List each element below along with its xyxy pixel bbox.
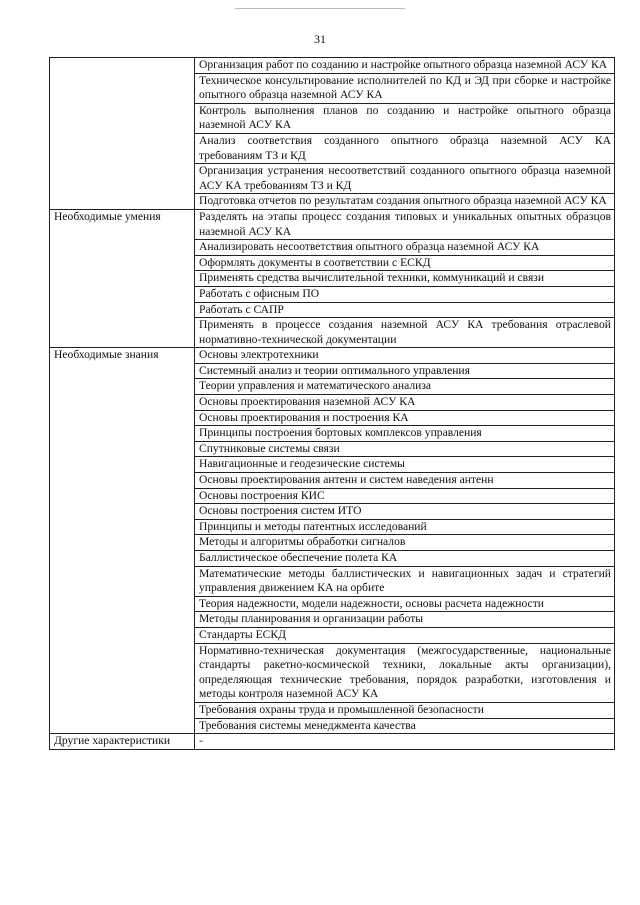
list-item: Требования системы менеджмента качества [195, 718, 615, 734]
list-item: Баллистическое обеспечение полета КА [195, 551, 615, 567]
page-number: 31 [314, 32, 326, 46]
other-value: - [195, 734, 615, 750]
list-item: Применять в процессе создания наземной АСУ КА требования отраслевой нормативно-технической документации [195, 318, 615, 348]
list-item: Основы электротехники [195, 348, 615, 364]
table-row [50, 209, 615, 239]
list-item: Разделять на этапы процесс создания типовых и уникальных опытных образцов наземной АСУ КА [195, 209, 615, 239]
list-item: Основы построения систем ИТО [195, 504, 615, 520]
list-item: Основы построения КИС [195, 488, 615, 504]
list-item: Анализ соответствия созданного опытного образца наземной АСУ КА требованиям ТЗ и КД [195, 133, 615, 163]
list-item: Организация работ по созданию и настройке опытного образца наземной АСУ КА [195, 58, 615, 74]
list-item: Подготовка отчетов по результатам создания опытного образца наземной АСУ КА [195, 194, 615, 210]
list-item: Основы проектирования и построения КА [195, 410, 615, 426]
list-item: Математические методы баллистических и навигационных задач и стратегий управления движением КА на орбите [195, 566, 615, 596]
list-item: Контроль выполнения планов по созданию и настройке опытного образца наземной АСУ КА [195, 103, 615, 133]
list-item: Анализировать несоответствия опытного образца наземной АСУ КА [195, 240, 615, 256]
top-rule [235, 8, 405, 9]
list-item: Техническое консультирование исполнителей по КД и ЭД при сборке и настройке опытного образца наземной АСУ КА [195, 73, 615, 103]
list-item: Принципы и методы патентных исследований [195, 519, 615, 535]
list-item: Работать с офисным ПО [195, 286, 615, 302]
list-item: Методы планирования и организации работы [195, 612, 615, 628]
list-item: Теория надежности, модели надежности, основы расчета надежности [195, 596, 615, 612]
other-label: Другие характеристики [50, 734, 195, 750]
list-item: Навигационные и геодезические системы [195, 457, 615, 473]
list-item: Основы проектирования антенн и систем наведения антенн [195, 473, 615, 489]
skills-label: Необходимые умения [50, 209, 195, 347]
list-item: Методы и алгоритмы обработки сигналов [195, 535, 615, 551]
table-row [50, 734, 615, 750]
list-item: Нормативно-техническая документация (межгосударственные, национальные стандарты ракетно-космической техники, локальные акты организации), определяющая технические требования, порядок разработки, изготовления и методы контроля наземной АСУ КА [195, 643, 615, 702]
list-item: Оформлять документы в соответствии с ЕСКД [195, 255, 615, 271]
list-item: Принципы построения бортовых комплексов управления [195, 426, 615, 442]
knowledge-label: Необходимые знания [50, 348, 195, 734]
qualification-table [49, 57, 615, 750]
list-item: Работать с САПР [195, 302, 615, 318]
list-item: Спутниковые системы связи [195, 441, 615, 457]
table-row [50, 58, 615, 74]
table-row [50, 348, 615, 364]
list-item: Требования охраны труда и промышленной безопасности [195, 702, 615, 718]
list-item: Организация устранения несоответствий созданного опытного образца наземной АСУ КА требованиям ТЗ и КД [195, 164, 615, 194]
list-item: Основы проектирования наземной АСУ КА [195, 395, 615, 411]
continuation-label-cell [50, 58, 195, 210]
list-item: Применять средства вычислительной техники, коммуникаций и связи [195, 271, 615, 287]
list-item: Системный анализ и теории оптимального управления [195, 363, 615, 379]
list-item: Теории управления и математического анализа [195, 379, 615, 395]
list-item: Стандарты ЕСКД [195, 627, 615, 643]
